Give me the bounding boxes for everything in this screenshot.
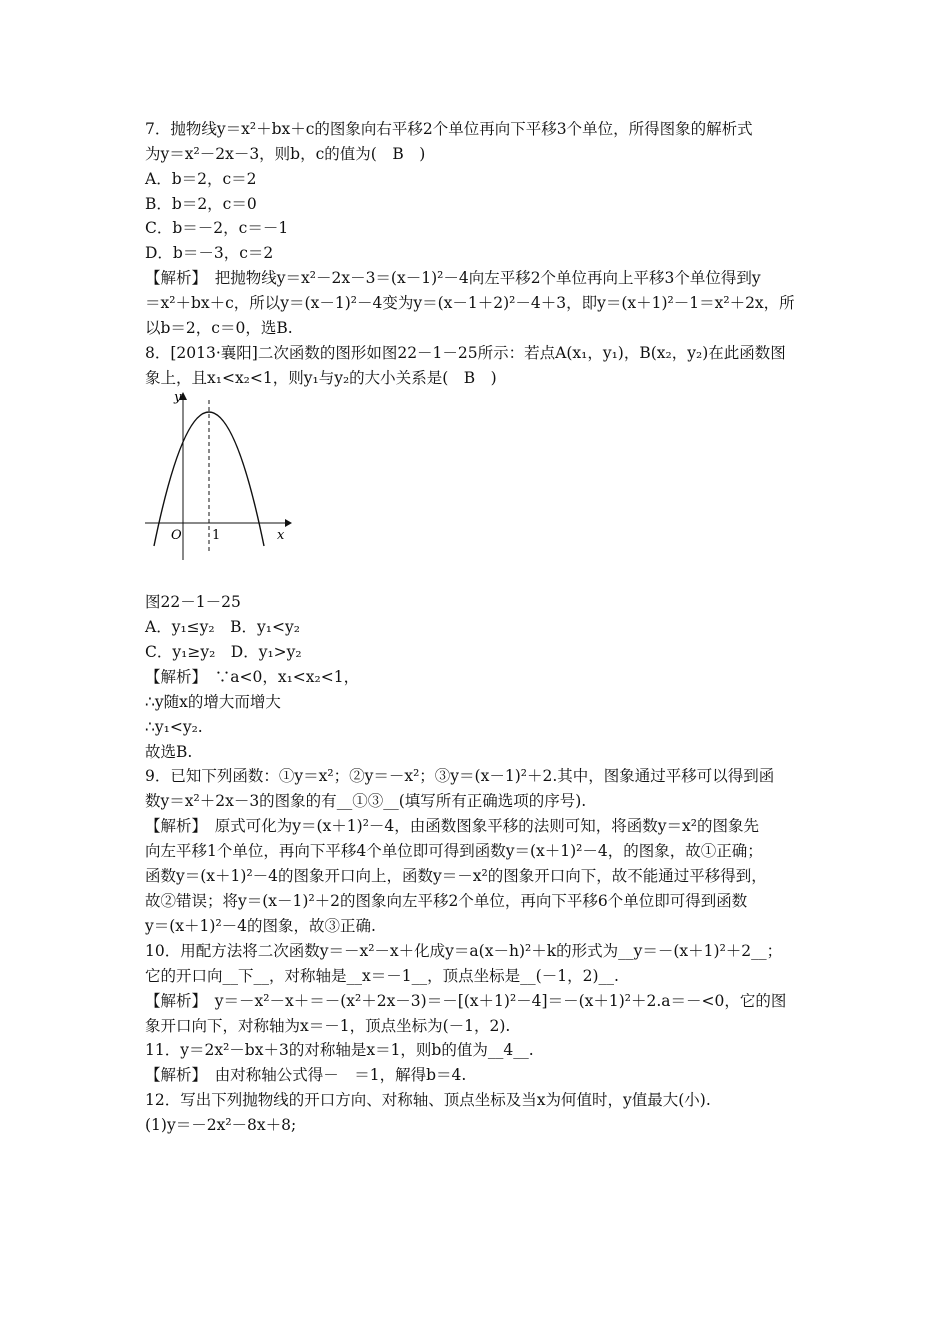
q11-analysis: 【解析】 由对称轴公式得－ ＝1，解得b＝4.: [145, 1066, 467, 1084]
q9-analysis-line-1: 【解析】 原式可化为y＝(x＋1)²－4，由函数图象平移的法则可知，将函数y＝x²的图象先: [145, 817, 759, 835]
q10-answer-vertex: __(－1，2)__: [520, 967, 614, 985]
q12-part-1: (1)y＝－2x²－8x＋8;: [145, 1116, 297, 1134]
q8-analysis-line-2: ∴y随x的增大而增大: [145, 693, 281, 711]
q9-stem-text-a: 数y＝x²＋2x－3的图象的有: [145, 792, 337, 810]
q7-option-b: B．b＝2，c＝0: [145, 195, 257, 213]
x-axis-label: x: [277, 528, 285, 543]
q8-options-line-2: C．y₁≥y₂ D．y₁>y₂: [145, 643, 302, 661]
q8-analysis-line-1: 【解析】 ∵a<0，x₁<x₂<1，: [145, 668, 360, 686]
q7-analysis-line-1: 【解析】 把抛物线y＝x²－2x－3＝(x－1)²－4向左平移2个单位再向上平移3个单位得到y: [145, 269, 761, 287]
q9-analysis-line-3: 函数y＝(x＋1)²－4的图象开口向上，函数y＝－x²的图象开口向下，故不能通过平移得到，: [145, 867, 767, 885]
q7-stem-line-1: 7．抛物线y＝x²＋bx＋c的图象向右平移2个单位再向下平移3个单位，所得图象的解析式: [145, 120, 753, 138]
origin-label: O: [171, 528, 182, 543]
x-axis-arrow: [285, 519, 292, 527]
q10-text-end: .: [614, 967, 619, 985]
q7-analysis-line-2: ＝x²＋bx＋c，所以y＝(x－1)²－4变为y＝(x－1＋2)²－4＋3，即y＝(x＋1)²－1＝x²＋2x，所: [145, 294, 795, 312]
q10-text-axis: ，对称轴是: [269, 967, 347, 985]
q10-analysis-line-1: 【解析】 y＝－x²－x＋＝－(x²＋2x－3)＝－[(x＋1)²－4]＝－(x＋1)²＋2.a＝－<0，它的图: [145, 992, 787, 1010]
y-axis-label: y: [174, 390, 182, 405]
q10-answer-axis: __x＝－1__: [346, 967, 428, 985]
q10-stem-text-b: ；: [766, 942, 783, 960]
tick-label-1: 1: [212, 528, 221, 543]
q10-text-vertex: ，顶点坐标是: [427, 967, 521, 985]
q9-answer-blank: __①③__: [336, 792, 399, 810]
q12-stem: 12．写出下列抛物线的开口方向、对称轴、顶点坐标及当x为何值时，y值最大(小).: [145, 1091, 711, 1109]
q11-stem-text-b: .: [528, 1041, 534, 1059]
q9-stem-line-2: [145, 789, 810, 813]
q9-analysis-line-5: y＝(x＋1)²－4的图象，故③正确.: [145, 917, 376, 935]
q10-text-opening: 它的开口向: [145, 967, 223, 985]
q10-answer-form: __y＝－(x＋1)²＋2__: [618, 942, 767, 960]
q10-stem-line-1: [145, 939, 810, 963]
q7-analysis-line-3: 以b＝2，c＝0，选B.: [145, 319, 293, 337]
q8-analysis-line-4: 故选B.: [145, 743, 193, 761]
q8-stem-line-2: 象上，且x₁<x₂<1，则y₁与y₂的大小关系是( B ): [145, 369, 497, 387]
q9-stem-line-1: 9．已知下列函数：①y＝x²；②y＝－x²；③y＝(x－1)²＋2.其中，图象通过平移可以得到函: [145, 767, 775, 785]
q7-option-c: C．b＝－2，c＝－1: [145, 219, 289, 237]
q10-answer-opening: __下__: [222, 967, 270, 985]
q7-option-a: A．b＝2，c＝2: [145, 170, 257, 188]
q7-option-d: D．b＝－3，c＝2: [145, 244, 274, 262]
parabola-figure: [140, 388, 300, 568]
q11-stem: [145, 1038, 810, 1062]
q10-stem-line-2: [145, 964, 810, 988]
q9-analysis-line-4: 故②错误；将y＝(x－1)²＋2的图象向左平移2个单位，再向下平移6个单位即可得到函数: [145, 892, 748, 910]
figure-caption: 图22－1－25: [145, 593, 241, 611]
q7-stem-line-2: 为y＝x²－2x－3，则b，c的值为( B ): [145, 145, 426, 163]
q8-stem-line-1: 8．[2013·襄阳]二次函数的图形如图22－1－25所示：若点A(x₁，y₁)，B(x₂，y₂)在此函数图: [145, 344, 786, 362]
q11-answer-blank: __4__: [487, 1041, 529, 1059]
q9-analysis-line-2: 向左平移1个单位，再向下平移4个单位即可得到函数y＝(x＋1)²－4，的图象，故①正确；: [145, 842, 763, 860]
q8-analysis-line-3: ∴y₁<y₂.: [145, 718, 203, 736]
q11-stem-text-a: 11．y＝2x²－bx＋3的对称轴是x＝1，则b的值为: [145, 1041, 488, 1059]
q10-analysis-line-2: 象开口向下，对称轴为x＝－1，顶点坐标为(－1，2).: [145, 1017, 511, 1035]
q8-options-line-1: A．y₁≤y₂ B．y₁<y₂: [145, 618, 300, 636]
q10-stem-text-a: 10．用配方法将二次函数y＝－x²－x＋化成y＝a(x－h)²＋k的形式为: [145, 942, 619, 960]
q9-stem-text-b: (填写所有正确选项的序号).: [398, 792, 587, 810]
